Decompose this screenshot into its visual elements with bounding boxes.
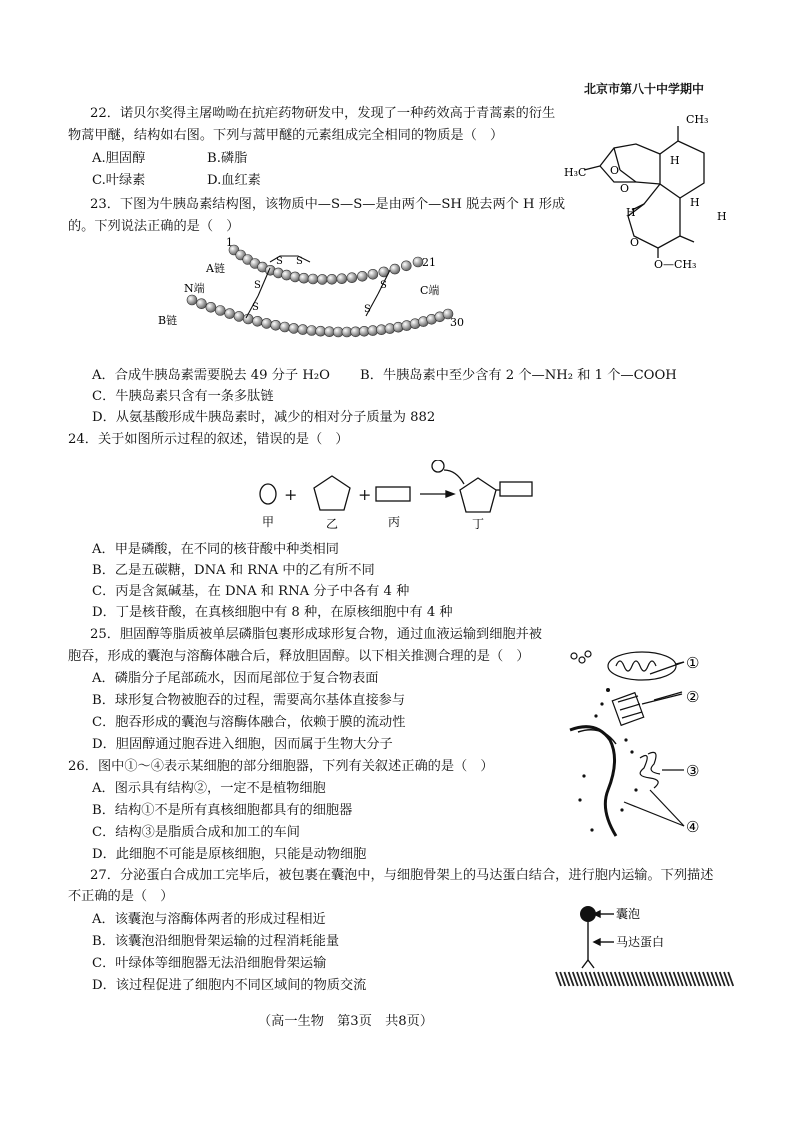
insulin-structure-figure bbox=[150, 236, 480, 342]
cell-organelles-figure bbox=[566, 640, 714, 850]
q23-stem-line2: 的。下列说法正确的是（ ） bbox=[68, 219, 240, 234]
page-footer: （高一生物 第3页 共8页） bbox=[258, 1014, 434, 1029]
label-c-end: C端 bbox=[420, 284, 440, 297]
q24-stem: 24．关于如图所示过程的叙述，错误的是（ ） bbox=[68, 432, 349, 447]
artemether-structure-figure bbox=[562, 108, 738, 272]
amino-acid-bead bbox=[298, 325, 308, 335]
q25-option-b: B．球形复合物被胞吞的过程，需要高尔基体直接参与 bbox=[92, 693, 406, 708]
struct-o2: O bbox=[620, 182, 630, 195]
school-header: 北京市第八十中学期中 bbox=[584, 82, 705, 96]
svg-text:+: + bbox=[284, 485, 298, 504]
svg-text:+: + bbox=[358, 485, 372, 504]
amino-acid-bead bbox=[357, 271, 367, 281]
q26-option-a: A．图示具有结构②，一定不是植物细胞 bbox=[92, 781, 326, 796]
amino-acid-bead bbox=[299, 273, 309, 283]
amino-acid-bead bbox=[234, 311, 244, 321]
label-bing: 丙 bbox=[388, 515, 401, 529]
q23-stem-line1: 23．下图为牛胰岛素结构图，该物质中—S—S—是由两个—SH 脱去两个 H 形成 bbox=[90, 197, 566, 212]
q26-stem: 26．图中①～④表示某细胞的部分细胞器，下列有关叙述正确的是（ ） bbox=[68, 759, 494, 774]
struct-o3: O bbox=[630, 236, 640, 249]
struct-h-top: H bbox=[670, 154, 680, 167]
label-jia: 甲 bbox=[262, 515, 275, 529]
q27-option-c: C．叶绿体等细胞器无法沿细胞骨架运输 bbox=[92, 956, 327, 971]
q23-option-b: B．牛胰岛素中至少含有 2 个—NH₂ 和 1 个—COOH bbox=[360, 368, 677, 383]
q24-option-d: D．丁是核苷酸，在真核细胞中有 8 种，在原核细胞中有 4 种 bbox=[92, 605, 453, 620]
label-ding: 丁 bbox=[472, 517, 485, 531]
amino-acid-bead bbox=[280, 322, 290, 332]
amino-acid-bead bbox=[225, 309, 235, 319]
amino-acid-bead bbox=[187, 295, 197, 305]
q26-option-c: C．结构③是脂质合成和加工的车间 bbox=[92, 825, 300, 840]
struct-o1: O bbox=[610, 164, 620, 177]
amino-acid-bead bbox=[317, 274, 327, 284]
vesicle-motor-figure bbox=[552, 900, 738, 994]
label-21: 21 bbox=[422, 256, 436, 269]
q23-option-c: C．牛胰岛素只含有一条多肽链 bbox=[92, 389, 274, 404]
struct-och3: O—CH₃ bbox=[654, 258, 697, 271]
organelle-label-1: ① bbox=[686, 654, 700, 672]
amino-acid-bead bbox=[390, 264, 400, 274]
q22-option-b: B.磷脂 bbox=[207, 151, 248, 166]
q25-option-a: A．磷脂分子尾部疏水，因而尾部位于复合物表面 bbox=[92, 671, 379, 686]
organelle-label-2: ② bbox=[686, 688, 700, 706]
amino-acid-bead bbox=[327, 274, 337, 284]
amino-acid-bead bbox=[206, 302, 216, 312]
q25-stem-line1: 25．胆固醇等脂质被单层磷脂包裹形成球形复合物，通过血液运输到细胞并被 bbox=[90, 627, 542, 642]
q27-option-a: A．该囊泡与溶酶体两者的形成过程相近 bbox=[92, 912, 326, 927]
struct-h3c: H₃C bbox=[564, 166, 587, 179]
struct-ch3-top: CH₃ bbox=[686, 113, 709, 126]
q22-stem-line2: 物蒿甲醚，结构如右图。下列与蒿甲醚的元素组成完全相同的物质是（ ） bbox=[68, 128, 504, 143]
amino-acid-bead bbox=[316, 326, 326, 336]
amino-acid-bead bbox=[289, 323, 299, 333]
ss-label-2: S bbox=[296, 256, 303, 267]
label-n-end: N端 bbox=[184, 282, 205, 295]
amino-acid-bead bbox=[215, 306, 225, 316]
ss-label-3: S bbox=[254, 280, 261, 291]
amino-acid-bead bbox=[308, 274, 318, 284]
amino-acid-bead bbox=[253, 316, 263, 326]
amino-acid-bead bbox=[347, 273, 357, 283]
ss-label-1: S bbox=[276, 256, 283, 267]
q25-option-d: D．胆固醇通过胞吞进入细胞，因而属于生物大分子 bbox=[92, 737, 393, 752]
q24-option-b: B．乙是五碳糖，DNA 和 RNA 中的乙有所不同 bbox=[92, 563, 375, 578]
label-30: 30 bbox=[450, 316, 464, 329]
amino-acid-bead bbox=[368, 269, 378, 279]
amino-acid-bead bbox=[290, 272, 300, 282]
amino-acid-bead bbox=[243, 314, 253, 324]
q23-option-a: A．合成牛胰岛素需要脱去 49 分子 H₂O bbox=[92, 368, 330, 383]
q23-option-d: D．从氨基酸形成牛胰岛素时，减少的相对分子质量为 882 bbox=[92, 410, 436, 425]
amino-acid-bead bbox=[197, 299, 207, 309]
q27-option-b: B．该囊泡沿细胞骨架运输的过程消耗能量 bbox=[92, 934, 340, 949]
b-chain-beads bbox=[187, 295, 453, 337]
a-chain-beads bbox=[229, 245, 423, 284]
label-1: 1 bbox=[226, 236, 233, 249]
q22-option-d: D.血红素 bbox=[207, 173, 261, 188]
amino-acid-bead bbox=[324, 327, 334, 337]
label-b-chain: B链 bbox=[158, 314, 178, 327]
q24-option-c: C．丙是含氮碱基，在 DNA 和 RNA 分子中各有 4 种 bbox=[92, 584, 410, 599]
q24-option-a: A．甲是磷酸，在不同的核苷酸中种类相同 bbox=[92, 542, 339, 557]
amino-acid-bead bbox=[262, 318, 272, 328]
q26-option-b: B．结构①不是所有真核细胞都具有的细胞器 bbox=[92, 803, 353, 818]
q27-stem-line1: 27．分泌蛋白合成加工完毕后，被包裹在囊泡中，与细胞骨架上的马达蛋白结合，进行胞内运输。下列描述 bbox=[90, 868, 714, 883]
struct-h-right: H bbox=[717, 210, 727, 223]
nucleotide-formation-figure bbox=[250, 460, 540, 532]
organelle-label-3: ③ bbox=[686, 762, 700, 780]
ss-label-6: S bbox=[364, 304, 371, 315]
ss-label-4: S bbox=[252, 302, 259, 313]
label-yi: 乙 bbox=[326, 517, 339, 531]
amino-acid-bead bbox=[401, 261, 411, 271]
q22-option-a: A.胆固醇 bbox=[92, 151, 146, 166]
label-vesicle: 囊泡 bbox=[616, 907, 641, 921]
q27-option-d: D．该过程促进了细胞内不同区域间的物质交流 bbox=[92, 978, 367, 993]
q25-stem-line2: 胞吞，形成的囊泡与溶酶体融合后，释放胆固醇。以下相关推测合理的是（ ） bbox=[68, 649, 530, 664]
struct-h-left: H bbox=[626, 206, 636, 219]
label-motor-protein: 马达蛋白 bbox=[616, 935, 665, 949]
amino-acid-bead bbox=[337, 274, 347, 284]
organelle-label-4: ④ bbox=[686, 818, 700, 836]
struct-h-mid: H bbox=[690, 196, 700, 209]
label-a-chain: A链 bbox=[206, 262, 225, 275]
ss-label-5: S bbox=[380, 280, 387, 291]
q25-option-c: C．胞吞形成的囊泡与溶酶体融合，依赖于膜的流动性 bbox=[92, 715, 406, 730]
q22-stem-line1: 22．诺贝尔奖得主屠呦呦在抗疟药物研发中，发现了一种药效高于青蒿素的衍生 bbox=[90, 106, 556, 121]
q22-option-c: C.叶绿素 bbox=[92, 173, 146, 188]
amino-acid-bead bbox=[271, 320, 281, 330]
q26-option-d: D．此细胞不可能是原核细胞，只能是动物细胞 bbox=[92, 847, 367, 862]
cytoskeleton-track bbox=[556, 972, 733, 986]
amino-acid-bead bbox=[307, 326, 317, 336]
q27-stem-line2: 不正确的是（ ） bbox=[68, 889, 174, 904]
